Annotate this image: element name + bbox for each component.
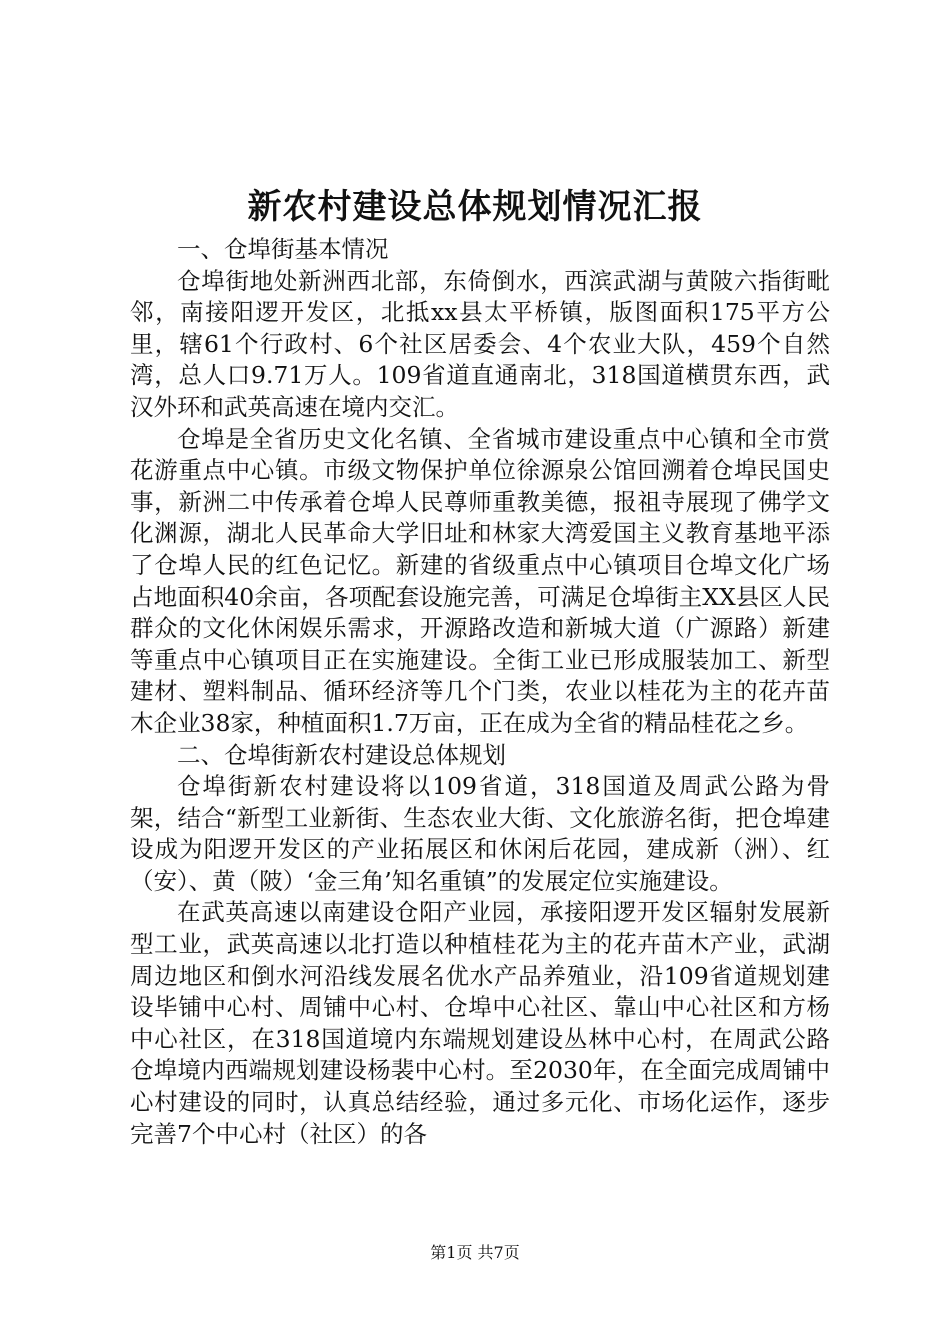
document-body <box>130 234 830 1150</box>
paragraph-framework: 仓埠街新农村建设将以109省道，318国道及周武公路为骨架，结合“新型工业新街、生态农业大街、文化旅游名街，把仓埠建设成为阳逻开发区的产业拓展区和休闲后花园，建成新（洲）、红（安）、黄（陂）‘金三角’知名重镇”的发展定位实施建设。 <box>130 772 830 895</box>
document-title: 新农村建设总体规划情况汇报 <box>247 187 703 227</box>
section-heading-1: 一、仓埠街基本情况 <box>177 235 389 263</box>
paragraph-location: 仓埠街地处新洲西北部，东倚倒水，西滨武湖与黄陂六指街毗邻，南接阳逻开发区，北抵xx县太平桥镇，版图面积175平方公里，辖61个行政村、6个社区居委会、4个农业大队，459个自然湾，总人口9.71万人。109省道直通南北，318国道横贯东西，武汉外环和武英高速在境内交汇。 <box>130 266 830 421</box>
page-footer: 第1页 共7页 <box>430 1243 520 1262</box>
section-heading-2: 二、仓埠街新农村建设总体规划 <box>177 740 506 769</box>
paragraph-history: 仓埠是全省历史文化名镇、全省城市建设重点中心镇和全市赏花游重点中心镇。市级文物保护单位徐源泉公馆回溯着仓埠民国史事，新洲二中传承着仓埠人民尊师重教美德，报祖寺展现了佛学文化渊源，湖北人民革命大学旧址和林家大湾爱国主义教育基地平添了仓埠人民的红色记忆。新建的省级重点中心镇项目仓埠文化广场占地面积40余亩，各项配套设施完善，可满足仓埠街主XX县区人民群众的文化休闲娱乐需求，开源路改造和新城大道（广源路）新建等重点中心镇项目正在实施建设。全街工业已形成服装加工、新型建材、塑料制品、循环经济等几个门类，农业以桂花为主的花卉苗木企业38家，种植面积1.7万亩，正在成为全省的精品桂花之乡。 <box>130 424 830 737</box>
paragraph-plan: 在武英高速以南建设仓阳产业园，承接阳逻开发区辐射发展新型工业，武英高速以北打造以种植桂花为主的花卉苗木产业，武湖周边地区和倒水河沿线发展名优水产品养殖业，沿109省道规划建设毕铺中心村、周铺中心村、仓埠中心社区、靠山中心社区和方杨中心社区，在318国道境内东端规划建设丛林中心村，在周武公路仓埠境内西端规划建设杨裴中心村。至2030年，在全面完成周铺中心村建设的同时，认真总结经验，通过多元化、市场化运作，逐步完善7个中心村（社区）的各 <box>130 898 830 1148</box>
